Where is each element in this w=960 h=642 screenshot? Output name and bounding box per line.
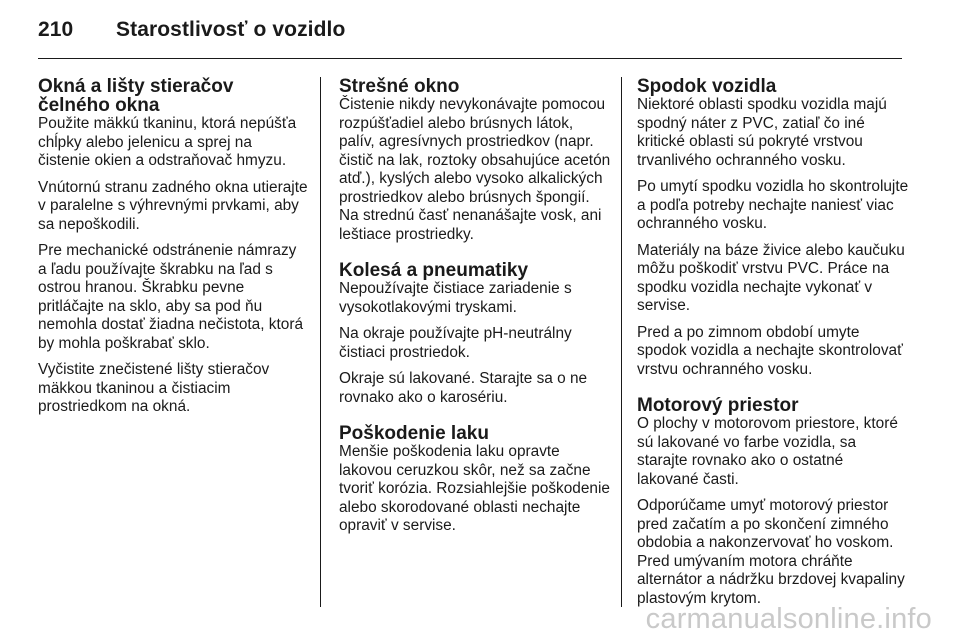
column-divider-2 [621,77,622,607]
paragraph: Vyčistite znečistené lišty stieračov mäkkou tkaninou a čistiacim prostriedkom na okná. [38,361,270,415]
watermark: carmanualsonline.info [645,603,932,635]
section-heading: Poškodenie laku [339,423,489,444]
column-1 [38,77,308,417]
section-heading: Spodok vozidla [637,76,777,97]
header-divider [38,58,902,59]
paragraph: Po umytí spodku vozidla ho skontrolujte a podľa potreby nechajte naniesť viac ochranného vosku. [637,178,909,232]
page-header [38,18,345,42]
paragraph: Nepoužívajte čistiace zariadenie s vysokotlakovými tryskami. [339,280,572,316]
page-title: Starostlivosť o vozidlo [116,18,346,41]
paragraph: Vnútornú stranu zadného okna utierajte v paralelne s výhrevnými prvkami, aby sa nepoškodili. [38,178,308,233]
paragraph: Niektoré oblasti spodku vozidla majú spodný náter z PVC, zatiaľ čo iné kritické oblasti sú pokryté vrstvou trvanlivého ochranného vosku. [637,96,887,169]
paragraph: Použite mäkkú tkaninu, ktorá nepúšťa chĺpky alebo jelenicu a sprej na čistenie okien a odstraňovač hmyzu. [38,115,297,169]
paragraph: Na okraje používajte pH-neutrálny čistiaci prostriedok. [339,325,572,361]
section-heading: Strešné okno [339,76,460,97]
paragraph: Pred a po zimnom období umyte spodok vozidla a nechajte skontrolovať vrstvu ochranného vosku. [637,323,903,378]
section-wheels-tyres [339,261,611,407]
section-heading: Kolesá a pneumatiky [339,260,529,281]
paragraph: O plochy v motorovom priestore, ktoré sú lakované vo farbe vozidla, sa starajte rovnako ako o ostatné lakované časti. [637,415,898,488]
section-engine-compartment [637,396,909,608]
paragraph: Materiály na báze živice alebo kaučuku môžu poškodiť vrstvu PVC. Práce na spodku vozidla nechajte vykonať v servise. [637,241,905,314]
section-paint-damage [339,424,611,536]
section-sunroof [339,77,611,244]
paragraph: Odporúčame umyť motorový priestor pred začatím a po skončení zimného obdobia a nakonzervovať ho voskom. Pred umývaním motora chráňte alternátor a nádržku brzdovej kvapaliny plastovým krytom. [637,497,905,607]
column-2 [339,77,611,536]
paragraph: Okraje sú lakované. Starajte sa o ne rovnako ako o karosériu. [339,370,588,406]
column-3 [637,77,909,608]
page-number: 210 [38,18,74,41]
section-windows-wipers [38,77,308,417]
section-heading: Motorový priestor [637,395,799,416]
column-divider-1 [320,77,321,607]
paragraph: Pre mechanické odstránenie námrazy a ľadu používajte škrabku na ľad s ostrou hranou. Škrabku pevne pritláčajte na sklo, aby sa pod ňu nemohla dostať žiadna nečistota, ktorá by mohla poškrabať sklo. [38,242,304,352]
paragraph: Menšie poškodenia laku opravte lakovou ceruzkou skôr, než sa začne tvoriť korózia. Rozsiahlejšie poškodenie alebo skorodované oblasti nechajte opraviť v servise. [339,443,610,534]
paragraph: Čistenie nikdy nevykonávajte pomocou rozpúšťadiel alebo brúsnych látok, palív, agresívnych prostriedkov (napr. čistič na lak, roztoky obsahujúce acetón atď.), kyslých alebo vysoko alkalických prostriedkov alebo brúsnych špongií. Na strednú časť nenanášajte vosk, ani leštiace prostriedky. [339,96,611,243]
section-heading: Okná a lišty stieračov čelného okna [38,76,234,116]
section-underbody [637,77,909,379]
